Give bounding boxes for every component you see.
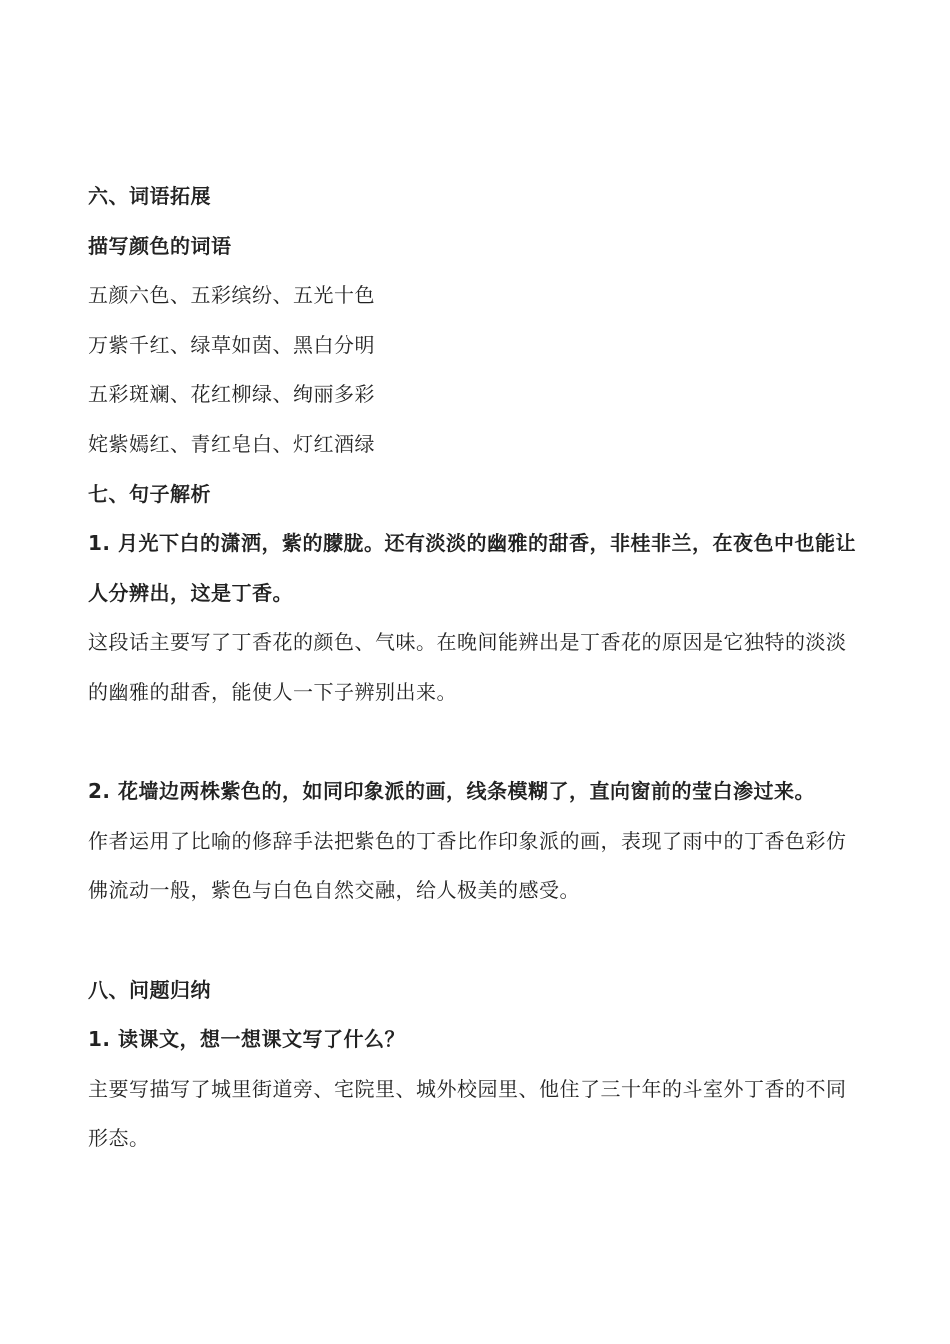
section-7-heading: 七、句子解析: [88, 481, 211, 506]
sentence-2: 2. 花墙边两株紫色的，如同印象派的画，线条模糊了，直向窗前的莹白渗过来。: [88, 779, 815, 804]
word-list-line-3: 五彩斑斓、花红柳绿、绚丽多彩: [88, 382, 375, 407]
sentence-1-analysis: 这段话主要写了丁香花的颜色、气味。在晚间能辨出是丁香花的原因是它独特的淡淡的幽雅的甜香，能使人一下子辨别出来。: [88, 630, 847, 704]
section-6-heading: 六、词语拓展: [88, 184, 211, 208]
sentence-1: 1. 月光下白的潇洒，紫的朦胧。还有淡淡的幽雅的甜香，非桂非兰，在夜色中也能让人分辨出，这是丁香。: [88, 531, 856, 605]
sentence-2-analysis: 作者运用了比喻的修辞手法把紫色的丁香比作印象派的画，表现了雨中的丁香色彩仿佛流动一般，紫色与白色自然交融，给人极美的感受。: [88, 828, 847, 903]
paragraph-gap: [88, 916, 864, 966]
question-1-answer: 主要写描写了城里街道旁、宅院里、城外校园里、他住了三十年的斗室外丁香的不同形态。: [88, 1076, 847, 1151]
section-8-heading: 八、问题归纳: [88, 977, 211, 1002]
word-list-line-1: 五颜六色、五彩缤纷、五光十色: [88, 283, 375, 308]
section-6-subheading: 描写颜色的词语: [88, 233, 232, 258]
document-page: [88, 172, 864, 1164]
paragraph-gap: [88, 718, 864, 768]
question-1: 1. 读课文，想一想课文写了什么？: [88, 1027, 405, 1052]
word-list-line-4: 姹紫嫣红、青红皂白、灯红酒绿: [88, 431, 375, 456]
word-list-line-2: 万紫千红、绿草如茵、黑白分明: [88, 332, 375, 357]
